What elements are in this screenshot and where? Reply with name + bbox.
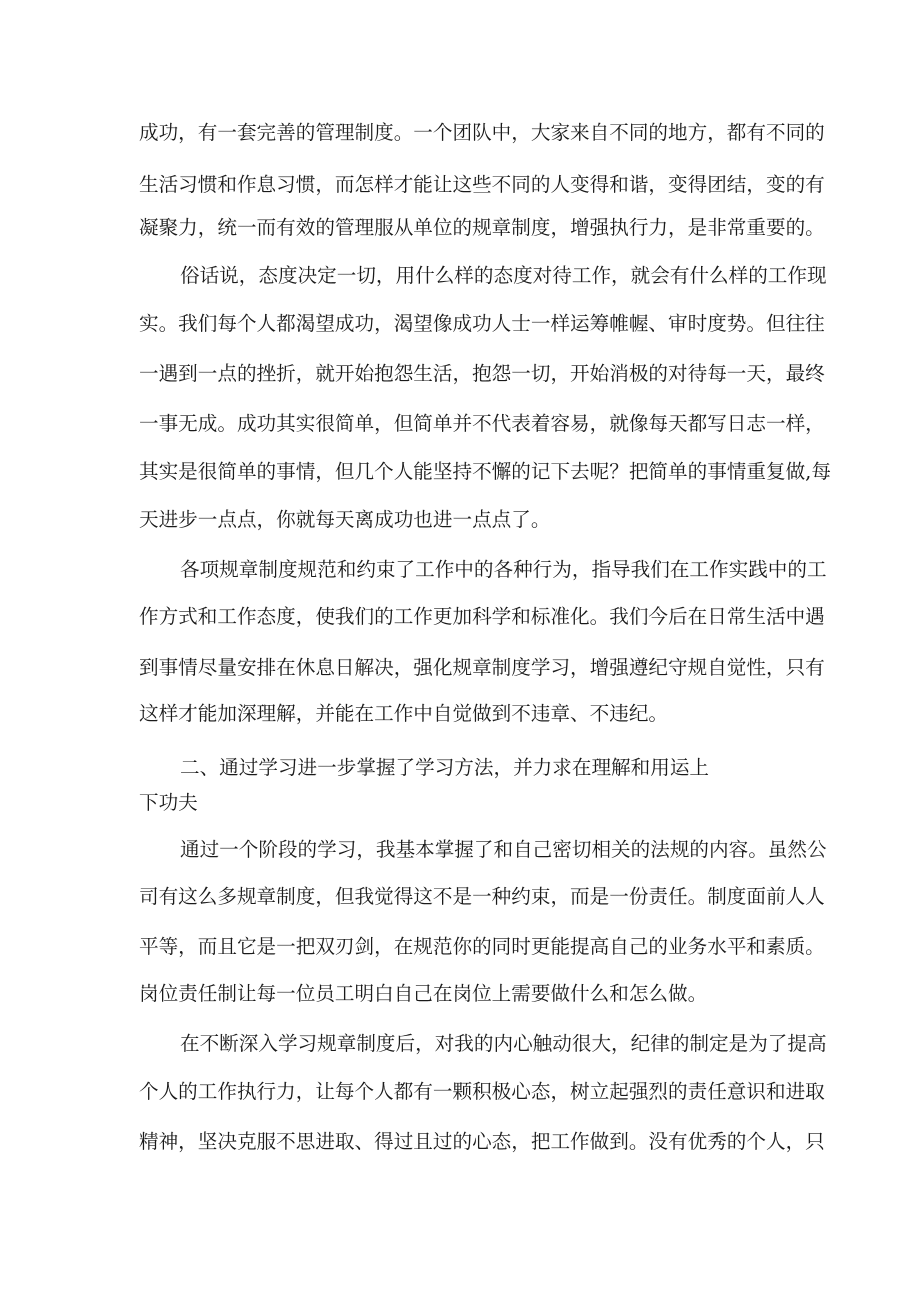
text-line: 一事无成。成功其实很简单，但简单并不代表着容易，就像每天都写日志一样，	[139, 412, 825, 435]
text-line: 这样才能加深理解，并能在工作中自觉做到不违章、不违纪。	[139, 702, 669, 725]
text-line: 司有这么多规章制度，但我觉得这不是一种约束，而是一份责任。制度面前人人	[139, 885, 825, 908]
text-line: 天进步一点点，你就每天离成功也进一点点了。	[139, 508, 551, 531]
text-line: 俗话说，态度决定一切，用什么样的态度对待工作，就会有什么样的工作现	[180, 264, 827, 287]
text-line: 实。我们每个人都渴望成功，渴望像成功人士一样运筹帷幄、审时度势。但往往	[139, 312, 825, 335]
text-line: 作方式和工作态度，使我们的工作更加科学和标准化。我们今后在日常生活中遇	[139, 605, 825, 628]
text-line: 在不断深入学习规章制度后，对我的内心触动很大，纪律的制定是为了提高	[180, 1032, 827, 1055]
heading-line: 二、通过学习进一步掌握了学习方法，并力求在理解和用运上	[180, 756, 710, 779]
text-line: 岗位责任制让每一位员工明白自己在岗位上需要做什么和怎么做。	[139, 982, 708, 1005]
text-line: 成功，有一套完善的管理制度。一个团队中，大家来自不同的地方，都有不同的	[139, 121, 825, 144]
text-line: 平等，而且它是一把双刃剑，在规范你的同时更能提高自己的业务水平和素质。	[139, 935, 825, 958]
heading-line: 下功夫	[139, 791, 198, 814]
text-line: 精神，坚决克服不思进取、得过且过的心态，把工作做到。没有优秀的个人，只	[139, 1130, 825, 1153]
text-line: 个人的工作执行力，让每个人都有一颗积极心态，树立起强烈的责任意识和进取	[139, 1080, 825, 1103]
text-line: 各项规章制度规范和约束了工作中的各种行为，指导我们在工作实践中的工	[180, 558, 827, 581]
text-line: 一遇到一点的挫折，就开始抱怨生活，抱怨一切，开始消极的对待每一天，最终	[139, 362, 825, 385]
text-line: 其实是很简单的事情，但几个人能坚持不懈的记下去呢？把简单的事情重复做,每	[139, 460, 832, 483]
text-line: 生活习惯和作息习惯，而怎样才能让这些不同的人变得和谐，变得团结，变的有	[139, 173, 825, 196]
text-line: 凝聚力，统一而有效的管理服从单位的规章制度，增强执行力，是非常重要的。	[139, 216, 825, 239]
text-line: 通过一个阶段的学习，我基本掌握了和自己密切相关的法规的内容。虽然公	[180, 838, 827, 861]
text-line: 到事情尽量安排在休息日解决，强化规章制度学习，增强遵纪守规自觉性，只有	[139, 656, 825, 679]
